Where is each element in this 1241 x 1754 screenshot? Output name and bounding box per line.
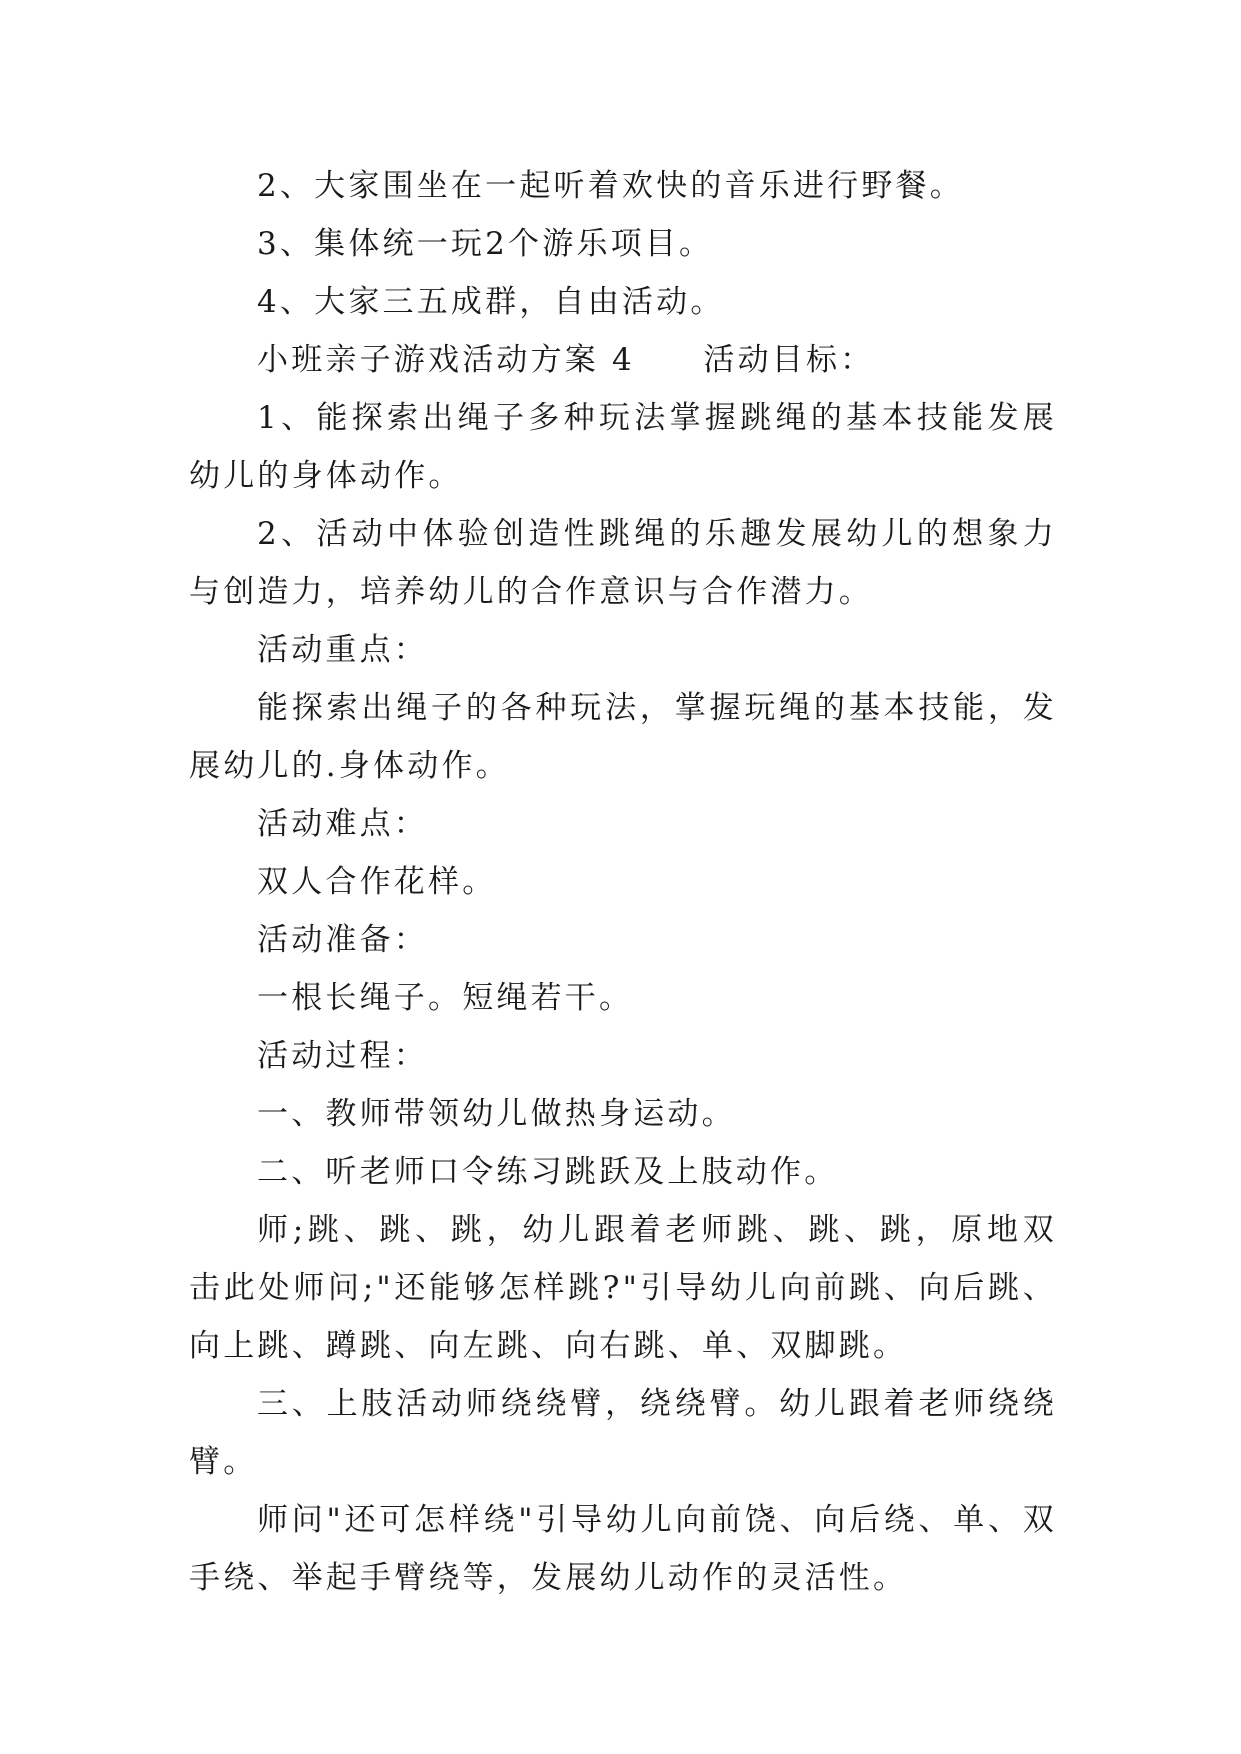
paragraph-goal-1: 1、能探索出绳子多种玩法掌握跳绳的基本技能发展幼儿的身体动作。 [189,400,1057,494]
paragraph-goal-2: 2、活动中体验创造性跳绳的乐趣发展幼儿的想象力与创造力，培养幼儿的合作意识与合作潜力。 [189,516,1057,610]
paragraph-step-1: 一、教师带领幼儿做热身运动。 [257,1096,736,1132]
heading-preparation: 活动准备： [257,922,428,958]
paragraph-group-rides: 3、集体统一玩2个游乐项目。 [257,226,714,262]
heading-process: 活动过程： [257,1038,428,1074]
paragraph-preparation: 一根长绳子。短绳若干。 [257,980,634,1016]
paragraph-free-activity: 4、大家三五成群，自由活动。 [257,284,725,320]
paragraph-step-3: 三、上肢活动师绕绕臂，绕绕臂。幼儿跟着老师绕绕臂。 [189,1386,1057,1480]
paragraph-step-2: 二、听老师口令练习跳跃及上肢动作。 [257,1154,839,1190]
document-body [189,157,1057,1607]
paragraph-arm-circles: 师问"还可怎样绕"引导幼儿向前饶、向后绕、单、双手绕、举起手臂绕等，发展幼儿动作的灵活性。 [189,1502,1057,1596]
heading-key-points: 活动重点： [257,632,428,668]
paragraph-key-points: 能探索出绳子的各种玩法，掌握玩绳的基本技能，发展幼儿的.身体动作。 [189,690,1057,784]
paragraph-difficulties: 双人合作花样。 [257,864,497,900]
paragraph-picnic: 2、大家围坐在一起听着欢快的音乐进行野餐。 [257,168,964,204]
heading-difficulties: 活动难点： [257,806,428,842]
paragraph-jumping: 师;跳、跳、跳，幼儿跟着老师跳、跳、跳，原地双击此处师问;"还能够怎样跳?"引导幼儿向前跳、向后跳、向上跳、蹲跳、向左跳、向右跳、单、双脚跳。 [189,1212,1057,1364]
section-heading-plan-4: 小班亲子游戏活动方案 4 活动目标： [257,342,875,378]
